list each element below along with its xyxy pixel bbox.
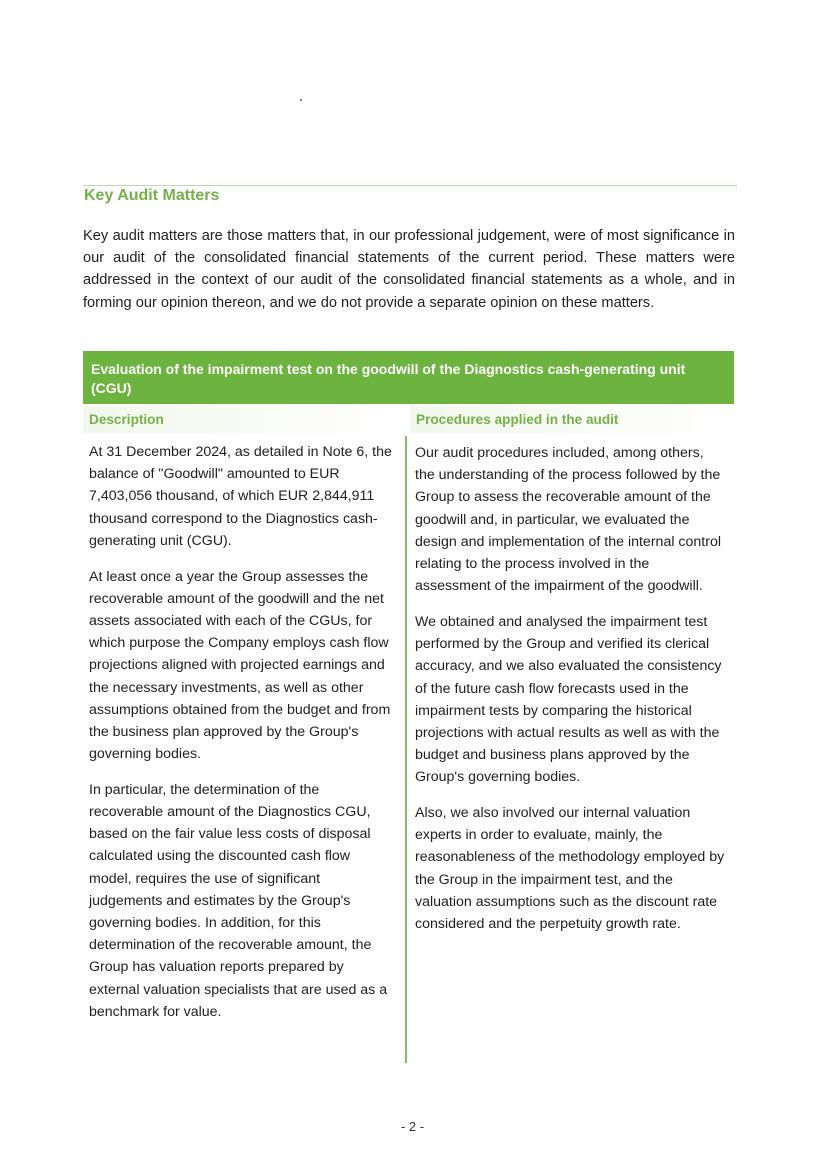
scan-mark (300, 99, 302, 101)
procedure-paragraph: We obtained and analysed the impairment test performed by the Group and verified its clerical accuracy, and we also evaluated the consistency of the future cash flow forecasts used in the impairment tests by comparing the historical projections with actual results as well as with the budget and business plans approved by the Group's governing bodies. (415, 613, 722, 786)
header-divider (83, 185, 737, 186)
section-title: Key Audit Matters (84, 187, 220, 204)
description-heading: Description (83, 406, 401, 433)
procedures-heading: Procedures applied in the audit (410, 406, 734, 433)
procedures-column (415, 442, 727, 949)
description-paragraph: At 31 December 2024, as detailed in Note 6, the balance of "Goodwill" amounted to EUR 7,403,056 thousand, of which EUR 2,844,911 thousand correspond to the Diagnostics cash-generating unit (CGU). (89, 444, 392, 549)
matter-title-banner: Evaluation of the impairment test on the goodwill of the Diagnostics cash-generating unit (CGU) (83, 351, 734, 404)
intro-paragraph: Key audit matters are those matters that, in our professional judgement, were of most significance in our audit of the consolidated financial statements of the current period. These matters were addressed in the context of our audit of the consolidated financial statements as a whole, and in forming our opinion thereon, and we do not provide a separate opinion on these matters. (83, 228, 735, 311)
description-paragraph: In particular, the determination of the recoverable amount of the Diagnostics CGU, based on the fair value less costs of disposal calculated using the discounted cash flow model, requires the use of significant judgements and estimates by the Group's governing bodies. In addition, for this determination of the recoverable amount, the Group has valuation reports prepared by external valuation specialists that are used as a benchmark for value. (89, 781, 388, 1020)
column-divider (405, 436, 407, 1063)
procedure-paragraph: Also, we also involved our internal valuation experts in order to evaluate, mainly, the reasonableness of the methodology employed by the Group in the impairment test, and the valuation assumptions such as the discount rate considered and the perpetuity growth rate. (415, 805, 725, 933)
procedure-paragraph: Our audit procedures included, among others, the understanding of the process followed by the Group to assess the recoverable amount of the goodwill and, in particular, we evaluated the design and implementation of the internal control relating to the process involved in the assessment of the impairment of the goodwill. (415, 445, 722, 595)
description-paragraph: At least once a year the Group assesses the recoverable amount of the goodwill and the net assets associated with each of the CGUs, for which purpose the Company employs cash flow projections aligned with projected earnings and the necessary investments, as well as other assumptions obtained from the budget and from the business plan approved by the Group's governing bodies. (89, 568, 391, 763)
description-column (89, 441, 394, 1037)
page-number: - 2 - (400, 1119, 425, 1134)
